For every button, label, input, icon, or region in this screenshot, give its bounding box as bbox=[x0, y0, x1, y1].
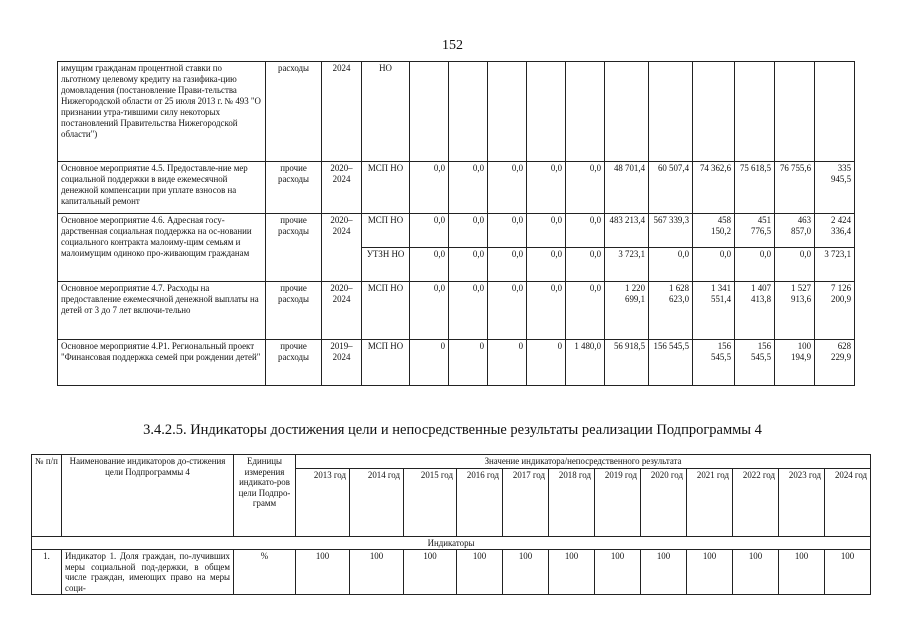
value-cell: 0,0 bbox=[527, 282, 566, 340]
header-indicator-name: Наименование индикаторов до-стижения цели Подпрограммы 4 bbox=[62, 455, 234, 537]
indicators-section-row bbox=[32, 536, 871, 550]
value-cell: 0,0 bbox=[449, 248, 488, 282]
header-year: 2021 год bbox=[687, 468, 733, 536]
value-cell: 0 bbox=[488, 340, 527, 386]
indicators-table bbox=[31, 454, 871, 595]
header-num: № п/п bbox=[32, 455, 62, 537]
indicator-value: 100 bbox=[350, 550, 404, 595]
header-year: 2023 год bbox=[779, 468, 825, 536]
activity-name: Основное мероприятие 4.6. Адресная госу-дарственная социальная поддержка на ос-новании социального контракта малоиму-щим семьям и малоимущим одиноко про-живающим гражданам bbox=[58, 214, 266, 282]
value-cell: 451 776,5 bbox=[735, 214, 775, 248]
value-cell bbox=[693, 62, 735, 162]
value-cell bbox=[566, 62, 605, 162]
page-number: 152 bbox=[442, 38, 463, 53]
value-cell: 0,0 bbox=[410, 162, 449, 214]
executor: УТЗН НО bbox=[362, 248, 410, 282]
header-year: 2019 год bbox=[595, 468, 641, 536]
expense-type: прочие расходы bbox=[266, 282, 322, 340]
period: 2019–2024 bbox=[322, 340, 362, 386]
period: 2020–2024 bbox=[322, 162, 362, 214]
value-cell: 1 628 623,0 bbox=[649, 282, 693, 340]
value-cell bbox=[410, 62, 449, 162]
value-cell: 0,0 bbox=[410, 282, 449, 340]
expense-type: прочие расходы bbox=[266, 162, 322, 214]
indicator-name: Индикатор 1. Доля граждан, по-лучивших меры социальной под-держки, в общем числе граждан, имеющих право на меры соци- bbox=[62, 550, 234, 595]
indicator-value: 100 bbox=[825, 550, 871, 595]
indicator-value: 100 bbox=[549, 550, 595, 595]
value-cell: 100 194,9 bbox=[775, 340, 815, 386]
value-cell: 156 545,5 bbox=[735, 340, 775, 386]
header-year: 2022 год bbox=[733, 468, 779, 536]
header-values-group: Значение индикатора/непосредственного результата bbox=[296, 455, 871, 469]
indicator-value: 100 bbox=[296, 550, 350, 595]
value-cell: 567 339,3 bbox=[649, 214, 693, 248]
value-cell: 56 918,5 bbox=[605, 340, 649, 386]
value-cell: 0,0 bbox=[488, 162, 527, 214]
value-cell: 0,0 bbox=[488, 214, 527, 248]
value-cell: 2 424 336,4 bbox=[815, 214, 855, 248]
value-cell: 7 126 200,9 bbox=[815, 282, 855, 340]
value-cell: 0,0 bbox=[527, 162, 566, 214]
activity-name: Основное мероприятие 4.Р1. Региональный проект "Финансовая поддержка семей при рождении детей" bbox=[58, 340, 266, 386]
value-cell bbox=[488, 62, 527, 162]
value-cell: 463 857,0 bbox=[775, 214, 815, 248]
indicator-value: 100 bbox=[457, 550, 503, 595]
activity-name: имущим гражданам процентной ставки по льготному целевому кредиту на газифика-цию домовладения (постановление Прави-тельства Нижегородской области от 25 июля 2013 г. № 493 "О признании утра-тившими силу некоторых постановлений Правительства Нижегородской области") bbox=[58, 62, 266, 162]
period: 2020–2024 bbox=[322, 214, 362, 282]
executor: МСП НО bbox=[362, 162, 410, 214]
value-cell: 0,0 bbox=[649, 248, 693, 282]
value-cell: 0,0 bbox=[449, 282, 488, 340]
section-heading: 3.4.2.5. Индикаторы достижения цели и непосредственные результаты реализации Подпрограммы 4 bbox=[143, 422, 762, 438]
header-year: 2016 год bbox=[457, 468, 503, 536]
value-cell: 48 701,4 bbox=[605, 162, 649, 214]
value-cell: 0,0 bbox=[449, 162, 488, 214]
value-cell: 628 229,9 bbox=[815, 340, 855, 386]
value-cell: 0,0 bbox=[566, 282, 605, 340]
value-cell: 0 bbox=[527, 340, 566, 386]
value-cell: 0,0 bbox=[527, 214, 566, 248]
value-cell: 1 480,0 bbox=[566, 340, 605, 386]
header-year: 2018 год bbox=[549, 468, 595, 536]
value-cell: 0,0 bbox=[488, 282, 527, 340]
executor: МСП НО bbox=[362, 214, 410, 248]
value-cell: 0,0 bbox=[566, 214, 605, 248]
period: 2024 bbox=[322, 62, 362, 162]
header-year: 2015 год bbox=[404, 468, 457, 536]
value-cell: 74 362,6 bbox=[693, 162, 735, 214]
value-cell: 335 945,5 bbox=[815, 162, 855, 214]
executor: МСП НО bbox=[362, 282, 410, 340]
header-year: 2014 год bbox=[350, 468, 404, 536]
indicator-unit: % bbox=[234, 550, 296, 595]
activity-name: Основное мероприятие 4.7. Расходы на предоставление ежемесячной денежной выплаты на детей от 3 до 7 лет включи-тельно bbox=[58, 282, 266, 340]
value-cell: 60 507,4 bbox=[649, 162, 693, 214]
header-unit: Единицы измерения индикато-ров цели Подпро-грамм bbox=[234, 455, 296, 537]
value-cell: 1 220 699,1 bbox=[605, 282, 649, 340]
value-cell: 0,0 bbox=[449, 214, 488, 248]
indicator-value: 100 bbox=[733, 550, 779, 595]
indicators-header-row bbox=[32, 455, 871, 469]
table-row bbox=[58, 282, 855, 340]
value-cell: 483 213,4 bbox=[605, 214, 649, 248]
value-cell: 156 545,5 bbox=[649, 340, 693, 386]
header-year: 2024 год bbox=[825, 468, 871, 536]
value-cell: 1 527 913,6 bbox=[775, 282, 815, 340]
value-cell: 156 545,5 bbox=[693, 340, 735, 386]
table-row bbox=[58, 214, 855, 248]
indicator-value: 100 bbox=[595, 550, 641, 595]
header-year: 2013 год bbox=[296, 468, 350, 536]
value-cell: 0,0 bbox=[566, 248, 605, 282]
executor: НО bbox=[362, 62, 410, 162]
activity-name: Основное мероприятие 4.5. Предоставле-ние мер социальной поддержки в виде ежемесячной денежной компенсации при уплате взносов на капитальный ремонт bbox=[58, 162, 266, 214]
section-label: Индикаторы bbox=[32, 536, 871, 550]
value-cell bbox=[815, 62, 855, 162]
value-cell: 0 bbox=[410, 340, 449, 386]
value-cell: 458 150,2 bbox=[693, 214, 735, 248]
value-cell: 0,0 bbox=[410, 248, 449, 282]
indicator-value: 100 bbox=[687, 550, 733, 595]
indicator-num: 1. bbox=[32, 550, 62, 595]
value-cell: 1 341 551,4 bbox=[693, 282, 735, 340]
table-row bbox=[58, 340, 855, 386]
value-cell: 1 407 413,8 bbox=[735, 282, 775, 340]
executor: МСП НО bbox=[362, 340, 410, 386]
expense-type: расходы bbox=[266, 62, 322, 162]
expense-type: прочие расходы bbox=[266, 340, 322, 386]
value-cell bbox=[527, 62, 566, 162]
value-cell: 0,0 bbox=[775, 248, 815, 282]
indicator-value: 100 bbox=[641, 550, 687, 595]
value-cell: 0 bbox=[449, 340, 488, 386]
value-cell bbox=[649, 62, 693, 162]
value-cell: 0,0 bbox=[488, 248, 527, 282]
header-year: 2017 год bbox=[503, 468, 549, 536]
value-cell: 0,0 bbox=[410, 214, 449, 248]
value-cell: 0,0 bbox=[566, 162, 605, 214]
table-row bbox=[58, 162, 855, 214]
indicator-value: 100 bbox=[779, 550, 825, 595]
table-row bbox=[58, 62, 855, 162]
value-cell: 0,0 bbox=[527, 248, 566, 282]
period: 2020–2024 bbox=[322, 282, 362, 340]
value-cell: 0,0 bbox=[735, 248, 775, 282]
indicator-row bbox=[32, 550, 871, 595]
value-cell: 76 755,6 bbox=[775, 162, 815, 214]
value-cell: 3 723,1 bbox=[605, 248, 649, 282]
value-cell: 0,0 bbox=[693, 248, 735, 282]
indicator-value: 100 bbox=[503, 550, 549, 595]
value-cell: 3 723,1 bbox=[815, 248, 855, 282]
expense-type: прочие расходы bbox=[266, 214, 322, 282]
value-cell bbox=[735, 62, 775, 162]
indicator-value: 100 bbox=[404, 550, 457, 595]
value-cell bbox=[775, 62, 815, 162]
value-cell: 75 618,5 bbox=[735, 162, 775, 214]
value-cell bbox=[605, 62, 649, 162]
value-cell bbox=[449, 62, 488, 162]
expenditure-table bbox=[57, 61, 855, 386]
header-year: 2020 год bbox=[641, 468, 687, 536]
